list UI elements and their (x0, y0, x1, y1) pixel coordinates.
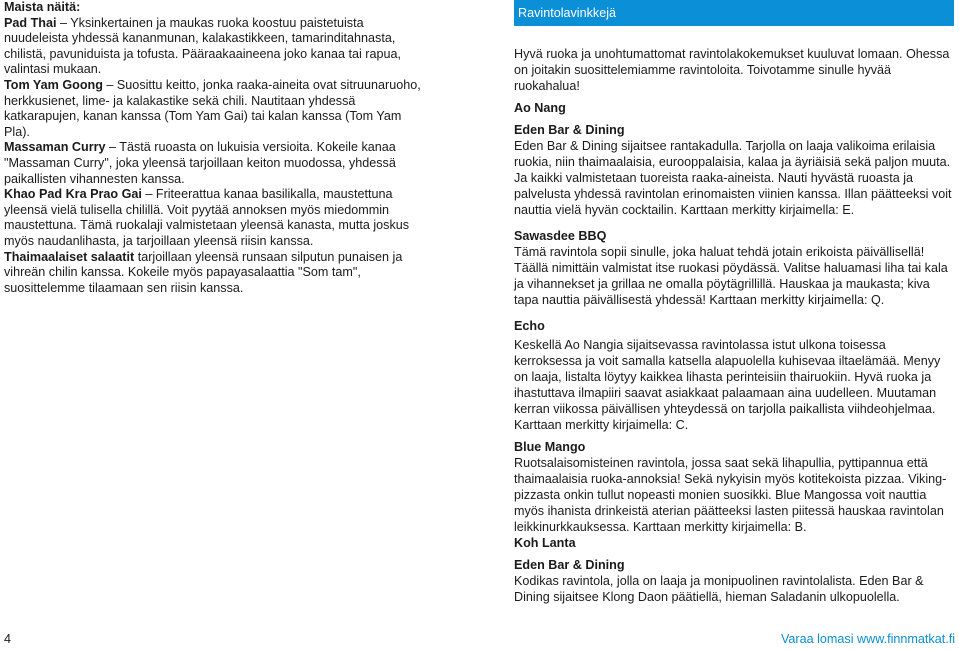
restaurant-title: Echo (514, 319, 545, 333)
left-column (4, 0, 424, 296)
dish-title: Tom Yam Goong (4, 77, 103, 92)
dish-text: tarjoillaan yleensä runsaan silputun punaisen ja vihreän chilin kanssa. Kokeile myös papayasalaattia "Som tam", suosittelemme tilaamaan sen riisin kanssa. (4, 249, 403, 295)
restaurant-title: Blue Mango (514, 440, 586, 454)
right-column (514, 0, 954, 605)
dish-title: Thaimaalaiset salaatit (4, 249, 135, 264)
dish-text: – Tästä ruoasta on lukuisia versioita. Kokeile kanaa "Massaman Curry", joka yleensä tarjoillaan keiton muodossa, yhdessä paikallisten vihannesten kanssa. (4, 140, 396, 186)
dish-massaman-curry (4, 140, 424, 187)
dish-title: Khao Pad Kra Prao Gai (4, 187, 142, 202)
restaurant-text: Keskellä Ao Nangia sijaitsevassa ravintolassa istut ulkona toisessa kerroksessa ja voit samalla katsella alapuolella kuhisevaa iltaelämää. Menyy on laaja, listalta löytyy kaikkea lihasta perinteisiin thairuokiin. Hyvä ruoka ja ihastuttava ilmapiiri saavat asiakkaat palaamaan aina uudelleen. Muutaman kerran viikossa päivällisen yhteydessä on tarjolla paikallista viihdeohjelmaa. Karttaan merkitty kirjaimella: C. (514, 338, 941, 432)
restaurant-title: Eden Bar & Dining (514, 558, 625, 572)
dish-text: – Yksinkertainen ja maukas ruoka koostuu paistetuista nuudeleista yhdessä kananmunan, kalakastikkeen, tamarinditahnasta, chilistä, pavuniduista ja tofusta. Pääraakaaineena joko kanaa tai rapua, valintasi mukaan. (4, 15, 401, 77)
dish-tom-yam-goong (4, 78, 424, 140)
restaurant-text: Eden Bar & Dining sijaitsee rantakadulla. Tarjolla on laaja valikoima erilaisia ruokia, niin thaimaalaisia, eurooppalaisia, kalaa ja äyriäisiä sekä paljon muuta. Ja kaikki valmistetaan tuoreista raaka-aineista. Nauti hyvästä ruoasta ja palvelusta yhdessä ravintolan erinomaisten viinien kanssa. Illan päätteeksi voit nauttia vielä hyvän cocktailin. Karttaan merkitty kirjaimella: E. (514, 139, 952, 217)
restaurant-title: Sawasdee BBQ (514, 229, 607, 243)
intro-text: Hyvä ruoka ja unohtumattomat ravintolakokemukset kuuluvat lomaan. Ohessa on joitakin suosittelemiamme ravintoloita. Toivotamme sinulle hyvää ruokahalua! (514, 47, 950, 93)
restaurant-text: Ruotsalaisomisteinen ravintola, jossa saat sekä lihapullia, pyttipannua että thaimaalaisia ruoka-annoksia! Sekä nykyisin myös kotitekoista pizzaa. Viking-pizzasta onkin tullut nopeasti monien suosikki. Blue Mangossa voit nauttia myös ihanista drinkeistä aterian päätteeksi lasten piitessä hauskaa ravintolan leikkinurkkauksessa. Karttaan merkitty kirjaimella: B. (514, 456, 947, 534)
area-heading-ao-nang: Ao Nang (514, 101, 566, 115)
section-heading: Maista näitä: (4, 0, 81, 14)
restaurant-text: Tämä ravintola sopii sinulle, joka haluat tehdä jotain erikoista päivällisellä! Täällä nimittäin valmistat itse ruokasi pöydässä. Valitse haluamasi liha tai kala ja vihannekset ja grillaa ne omalla pöytägrillillä. Hauskaa ja maukasta; kiva tapa nauttia päivällisestä yhdessä! Karttaan merkitty kirjaimella: Q. (514, 245, 948, 307)
dish-text: – Suosittu keitto, jonka raaka-aineita ovat sitruunaruoho, herkkusienet, lime- ja kalakastike sekä chili. Nautitaan yhdessä katkarapujen, kanan kanssa (Tom Yam Gai) tai kalan kanssa (Tom Yam Pla). (4, 77, 421, 139)
restaurant-text: Kodikas ravintola, jolla on laaja ja monipuolinen ravintolalista. Eden Bar & Dining sijaitsee Klong Daon päätiellä, hieman Saladanin ulkopuolella. (514, 574, 924, 604)
dish-text: – Friteerattua kanaa basilikalla, maustettuna yleensä vielä tulisella chilillä. Voit pyytää annoksen myös miedommin maustettuna. Tämä ruokalaji valmistetaan yleensä kanasta, mutta joskus myös naudanlihasta, ja tarjoillaan yleensä riisin kanssa. (4, 187, 410, 248)
dish-salads (4, 250, 424, 297)
restaurant-title: Eden Bar & Dining (514, 123, 625, 137)
footer-link[interactable]: Varaa lomasi www.finnmatkat.fi (780, 632, 955, 646)
dish-title: Pad Thai (4, 15, 57, 30)
dish-pad-thai (4, 16, 424, 78)
area-heading-koh-lanta: Koh Lanta (514, 536, 576, 550)
dish-title: Massaman Curry (4, 140, 106, 155)
dish-khao-pad (4, 187, 424, 249)
section-banner: Ravintolavinkkejä (514, 0, 954, 26)
page-number: 4 (4, 632, 12, 646)
